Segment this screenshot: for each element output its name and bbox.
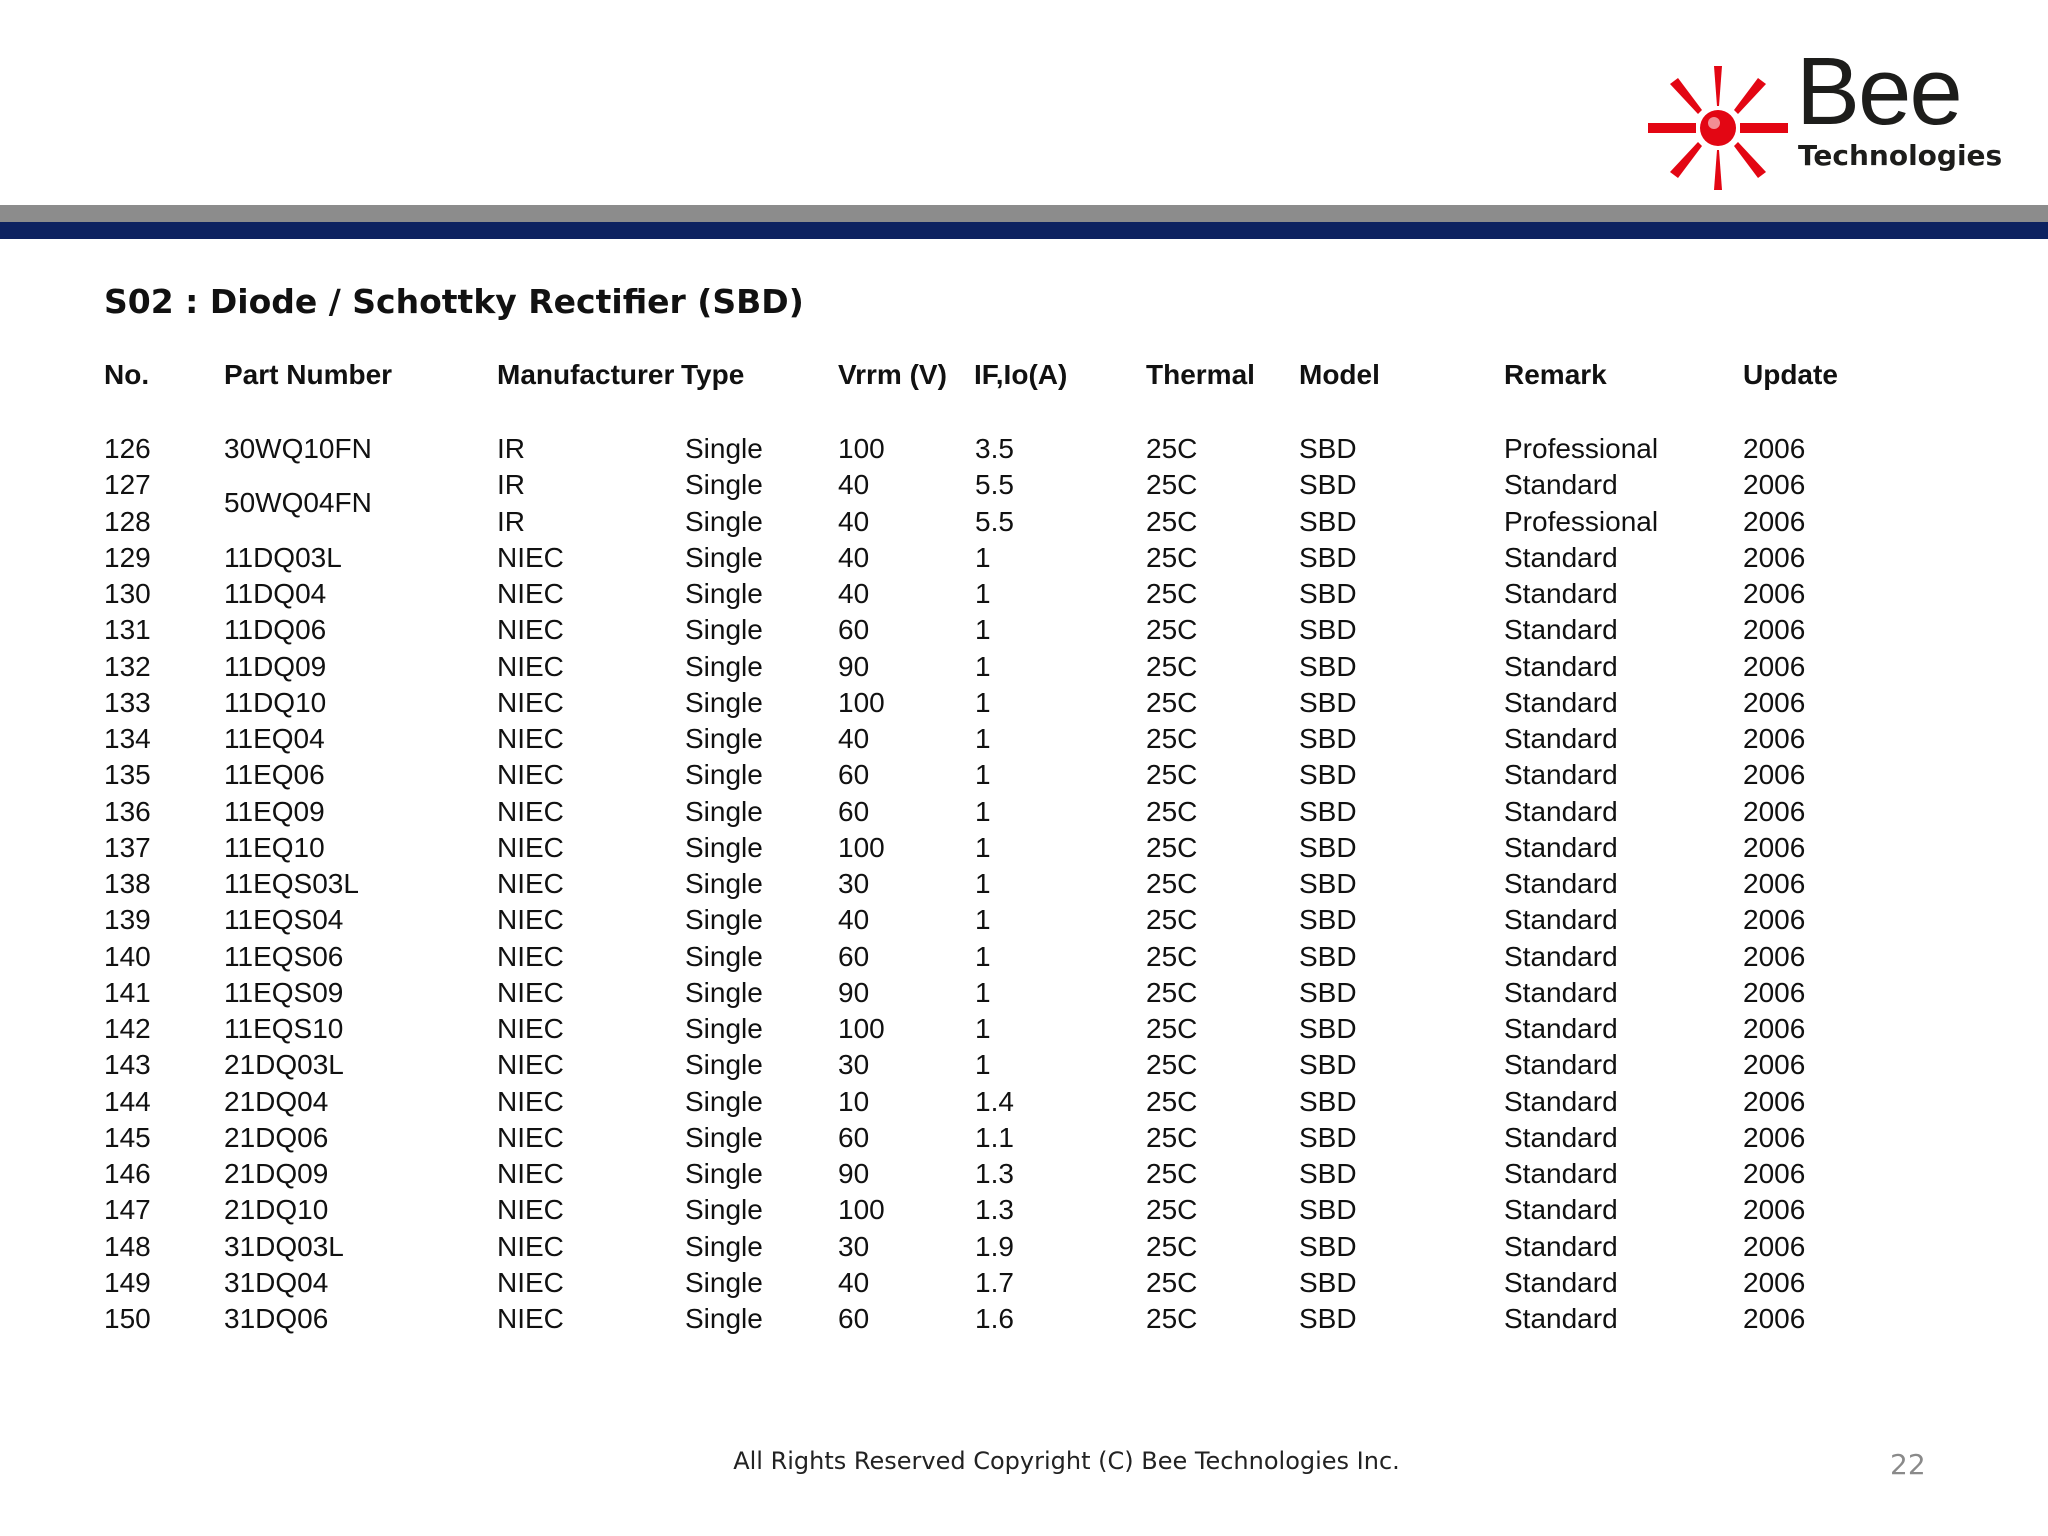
cell-vrrm: 60 (838, 1121, 870, 1153)
cell-if-io: 1.4 (975, 1085, 1014, 1117)
cell-vrrm: 60 (838, 614, 870, 646)
column-header-part-number: Part Number (224, 359, 393, 390)
cell-if-io: 1 (975, 795, 991, 827)
cell-model: SBD (1299, 578, 1357, 609)
cell-manufacturer: NIEC (497, 1121, 564, 1153)
cell-no: 136 (104, 795, 151, 827)
cell-if-io: 1.6 (975, 1303, 1014, 1334)
cell-vrrm: 60 (838, 940, 870, 972)
header-band-navy (0, 222, 2048, 239)
cell-type: Single (685, 1158, 763, 1189)
cell-update: 2006 (1743, 831, 1806, 863)
column-header-model: Model (1299, 359, 1380, 390)
cell-vrrm: 100 (838, 1013, 885, 1044)
cell-update: 2006 (1743, 795, 1806, 827)
cell-no: 133 (104, 686, 151, 718)
cell-part-number: 11EQ04 (224, 723, 325, 754)
cell-remark: Standard (1504, 759, 1618, 791)
cell-vrrm: 40 (838, 578, 870, 609)
cell-part-number: 21DQ06 (224, 1121, 329, 1153)
cell-thermal: 25C (1146, 723, 1198, 754)
cell-remark: Standard (1504, 541, 1618, 573)
cell-part-number: 11DQ10 (224, 686, 327, 718)
cell-type: Single (685, 433, 763, 464)
cell-model: SBD (1299, 759, 1357, 791)
cell-part-number: 21DQ09 (224, 1158, 329, 1189)
cell-no: 141 (104, 976, 151, 1008)
cell-model: SBD (1299, 1049, 1357, 1081)
cell-type: Single (685, 578, 763, 609)
cell-update: 2006 (1743, 904, 1806, 936)
cell-thermal: 25C (1146, 541, 1198, 573)
cell-type: Single (685, 1230, 763, 1262)
cell-if-io: 1 (975, 831, 991, 863)
cell-update: 2006 (1743, 1013, 1806, 1044)
cell-if-io: 1 (975, 541, 991, 573)
cell-remark: Standard (1504, 1230, 1618, 1262)
cell-vrrm: 60 (838, 795, 870, 827)
cell-vrrm: 90 (838, 976, 870, 1008)
cell-remark: Standard (1504, 1266, 1618, 1298)
cell-model: SBD (1299, 976, 1357, 1008)
cell-vrrm: 100 (838, 686, 885, 718)
cell-thermal: 25C (1146, 1266, 1198, 1298)
cell-vrrm: 40 (838, 723, 870, 754)
cell-type: Single (685, 759, 763, 791)
cell-no: 129 (104, 541, 151, 573)
cell-type: Single (685, 686, 763, 718)
cell-no: 150 (104, 1303, 151, 1334)
cell-model: SBD (1299, 1158, 1357, 1189)
cell-remark: Standard (1504, 650, 1618, 682)
cell-remark: Standard (1504, 1085, 1618, 1117)
cell-thermal: 25C (1146, 433, 1198, 464)
cell-no: 149 (104, 1266, 151, 1298)
cell-model: SBD (1299, 686, 1357, 718)
cell-type: Single (685, 904, 763, 936)
cell-remark: Standard (1504, 723, 1618, 754)
cell-remark: Standard (1504, 1013, 1618, 1044)
cell-update: 2006 (1743, 650, 1806, 682)
cell-thermal: 25C (1146, 1194, 1198, 1226)
cell-update: 2006 (1743, 1085, 1806, 1117)
cell-if-io: 1 (975, 940, 991, 972)
cell-update: 2006 (1743, 976, 1806, 1008)
cell-thermal: 25C (1146, 868, 1198, 899)
cell-thermal: 25C (1146, 1230, 1198, 1262)
cell-vrrm: 40 (838, 904, 870, 936)
cell-if-io: 1 (975, 723, 991, 754)
cell-if-io: 1 (975, 686, 991, 718)
cell-update: 2006 (1743, 541, 1806, 573)
cell-update: 2006 (1743, 614, 1806, 646)
cell-if-io: 1 (975, 868, 991, 899)
cell-manufacturer: NIEC (497, 831, 564, 863)
cell-vrrm: 30 (838, 1049, 870, 1081)
cell-update: 2006 (1743, 1194, 1806, 1226)
cell-model: SBD (1299, 795, 1357, 827)
cell-if-io: 1.7 (975, 1266, 1014, 1298)
cell-no: 143 (104, 1049, 151, 1081)
cell-update: 2006 (1743, 505, 1806, 537)
cell-part-number: 11EQS04 (224, 904, 344, 936)
cell-model: SBD (1299, 1266, 1357, 1298)
cell-part-number-merged: 50WQ04FN (224, 487, 372, 519)
cell-thermal: 25C (1146, 1303, 1198, 1334)
cell-thermal: 25C (1146, 578, 1198, 609)
cell-update: 2006 (1743, 723, 1806, 754)
cell-manufacturer: NIEC (497, 868, 564, 899)
cell-manufacturer: NIEC (497, 759, 564, 791)
cell-remark: Standard (1504, 976, 1618, 1008)
column-header-if-io: IF,Io(A) (974, 359, 1068, 390)
cell-remark: Standard (1504, 1158, 1618, 1189)
cell-thermal: 25C (1146, 469, 1198, 501)
cell-if-io: 5.5 (975, 469, 1014, 501)
cell-update: 2006 (1743, 686, 1806, 718)
cell-vrrm: 10 (838, 1085, 870, 1117)
cell-if-io: 3.5 (975, 433, 1014, 464)
cell-model: SBD (1299, 904, 1357, 936)
cell-thermal: 25C (1146, 759, 1198, 791)
cell-if-io: 1 (975, 759, 991, 791)
column-header-thermal: Thermal (1146, 359, 1255, 390)
cell-model: SBD (1299, 1230, 1357, 1262)
cell-no: 140 (104, 940, 151, 972)
cell-model: SBD (1299, 1121, 1357, 1153)
cell-no: 147 (104, 1194, 151, 1226)
cell-no: 126 (104, 433, 151, 464)
column-header-manufacturer: Manufacturer (497, 359, 675, 390)
cell-thermal: 25C (1146, 904, 1198, 936)
cell-if-io: 1 (975, 904, 991, 936)
page-number: 22 (1890, 1448, 1926, 1481)
cell-part-number: 21DQ04 (224, 1085, 329, 1117)
cell-no: 142 (104, 1013, 151, 1044)
cell-no: 127 (104, 469, 151, 501)
column-header-no: No. (104, 359, 150, 390)
cell-type: Single (685, 650, 763, 682)
cell-vrrm: 40 (838, 469, 870, 501)
cell-type: Single (685, 1194, 763, 1226)
cell-part-number: 30WQ10FN (224, 433, 372, 464)
cell-if-io: 1 (975, 614, 991, 646)
cell-remark: Standard (1504, 904, 1618, 936)
cell-no: 139 (104, 904, 151, 936)
cell-thermal: 25C (1146, 831, 1198, 863)
cell-update: 2006 (1743, 1158, 1806, 1189)
cell-vrrm: 40 (838, 505, 870, 537)
cell-manufacturer: NIEC (497, 723, 564, 754)
cell-vrrm: 60 (838, 759, 870, 791)
cell-update: 2006 (1743, 1049, 1806, 1081)
cell-manufacturer: NIEC (497, 795, 564, 827)
cell-manufacturer: NIEC (497, 686, 564, 718)
cell-manufacturer: NIEC (497, 1230, 564, 1262)
cell-remark: Standard (1504, 1194, 1618, 1226)
cell-no: 137 (104, 831, 151, 863)
cell-remark: Standard (1504, 469, 1618, 501)
cell-vrrm: 30 (838, 1230, 870, 1262)
cell-update: 2006 (1743, 940, 1806, 972)
bee-technologies-logo (1640, 38, 2020, 192)
cell-part-number: 11EQS10 (224, 1013, 344, 1044)
cell-if-io: 1.9 (975, 1230, 1014, 1262)
cell-manufacturer: NIEC (497, 614, 564, 646)
cell-manufacturer: IR (497, 433, 525, 464)
cell-if-io: 1 (975, 650, 991, 682)
cell-manufacturer: NIEC (497, 1303, 564, 1334)
cell-remark: Standard (1504, 868, 1618, 899)
cell-model: SBD (1299, 723, 1357, 754)
cell-manufacturer: NIEC (497, 1194, 564, 1226)
cell-thermal: 25C (1146, 795, 1198, 827)
cell-if-io: 1.1 (975, 1121, 1014, 1153)
cell-part-number: 31DQ06 (224, 1303, 329, 1334)
cell-update: 2006 (1743, 578, 1806, 609)
cell-type: Single (685, 469, 763, 501)
cell-thermal: 25C (1146, 650, 1198, 682)
cell-part-number: 31DQ03L (224, 1230, 344, 1262)
cell-no: 146 (104, 1158, 151, 1189)
cell-type: Single (685, 505, 763, 537)
cell-model: SBD (1299, 541, 1357, 573)
cell-vrrm: 30 (838, 868, 870, 899)
cell-manufacturer: NIEC (497, 1158, 564, 1189)
cell-update: 2006 (1743, 1266, 1806, 1298)
cell-part-number: 11EQS03L (224, 868, 359, 899)
logo-star-icon (1648, 66, 1788, 190)
cell-part-number: 11DQ06 (224, 614, 327, 646)
cell-no: 144 (104, 1085, 151, 1117)
cell-manufacturer: IR (497, 505, 525, 537)
cell-update: 2006 (1743, 1303, 1806, 1334)
cell-if-io: 1 (975, 578, 991, 609)
cell-remark: Standard (1504, 578, 1618, 609)
cell-if-io: 1 (975, 1049, 991, 1081)
cell-remark: Standard (1504, 686, 1618, 718)
cell-thermal: 25C (1146, 976, 1198, 1008)
column-header-vrrm: Vrrm (V) (838, 359, 947, 390)
cell-if-io: 1 (975, 976, 991, 1008)
cell-thermal: 25C (1146, 1121, 1198, 1153)
cell-vrrm: 90 (838, 1158, 870, 1189)
cell-no: 148 (104, 1230, 151, 1262)
cell-part-number: 11EQ06 (224, 759, 325, 791)
cell-vrrm: 100 (838, 433, 885, 464)
cell-thermal: 25C (1146, 1085, 1198, 1117)
cell-update: 2006 (1743, 1230, 1806, 1262)
cell-type: Single (685, 868, 763, 899)
cell-manufacturer: NIEC (497, 1266, 564, 1298)
cell-no: 135 (104, 759, 151, 791)
cell-manufacturer: NIEC (497, 1049, 564, 1081)
cell-if-io: 1.3 (975, 1158, 1014, 1189)
column-header-update: Update (1743, 359, 1838, 390)
cell-type: Single (685, 614, 763, 646)
cell-update: 2006 (1743, 1121, 1806, 1153)
cell-thermal: 25C (1146, 1158, 1198, 1189)
cell-model: SBD (1299, 433, 1357, 464)
cell-type: Single (685, 1049, 763, 1081)
cell-thermal: 25C (1146, 1013, 1198, 1044)
cell-model: SBD (1299, 831, 1357, 863)
cell-vrrm: 90 (838, 650, 870, 682)
copyright-footer: All Rights Reserved Copyright (C) Bee Technologies Inc. (733, 1447, 1400, 1475)
cell-part-number: 21DQ10 (224, 1194, 329, 1226)
cell-vrrm: 60 (838, 1303, 870, 1334)
cell-type: Single (685, 940, 763, 972)
cell-manufacturer: IR (497, 469, 525, 501)
cell-update: 2006 (1743, 469, 1806, 501)
cell-no: 128 (104, 505, 151, 537)
cell-model: SBD (1299, 650, 1357, 682)
cell-type: Single (685, 1303, 763, 1334)
cell-remark: Standard (1504, 940, 1618, 972)
cell-type: Single (685, 976, 763, 1008)
cell-type: Single (685, 1121, 763, 1153)
cell-thermal: 25C (1146, 614, 1198, 646)
cell-no: 132 (104, 650, 151, 682)
cell-no: 138 (104, 868, 151, 899)
column-header-remark: Remark (1504, 359, 1607, 390)
cell-vrrm: 100 (838, 1194, 885, 1226)
cell-part-number: 11EQS09 (224, 976, 344, 1008)
cell-thermal: 25C (1146, 940, 1198, 972)
cell-thermal: 25C (1146, 505, 1198, 537)
cell-remark: Standard (1504, 614, 1618, 646)
cell-remark: Standard (1504, 1121, 1618, 1153)
cell-manufacturer: NIEC (497, 1085, 564, 1117)
cell-manufacturer: NIEC (497, 940, 564, 972)
cell-no: 131 (104, 614, 151, 646)
cell-remark: Professional (1504, 433, 1659, 464)
cell-part-number: 11DQ03L (224, 541, 342, 573)
cell-type: Single (685, 795, 763, 827)
cell-thermal: 25C (1146, 686, 1198, 718)
cell-vrrm: 100 (838, 831, 885, 863)
cell-vrrm: 40 (838, 1266, 870, 1298)
cell-type: Single (685, 723, 763, 754)
cell-update: 2006 (1743, 759, 1806, 791)
cell-remark: Standard (1504, 1303, 1618, 1334)
cell-remark: Standard (1504, 831, 1618, 863)
cell-model: SBD (1299, 505, 1357, 537)
cell-part-number: 21DQ03L (224, 1049, 344, 1081)
cell-model: SBD (1299, 469, 1357, 501)
cell-type: Single (685, 1085, 763, 1117)
cell-model: SBD (1299, 940, 1357, 972)
cell-part-number: 11EQ10 (224, 831, 325, 863)
cell-manufacturer: NIEC (497, 650, 564, 682)
cell-remark: Professional (1504, 505, 1659, 537)
cell-model: SBD (1299, 614, 1357, 646)
cell-model: SBD (1299, 1194, 1357, 1226)
cell-model: SBD (1299, 868, 1357, 899)
cell-part-number: 11DQ09 (224, 650, 327, 682)
cell-no: 134 (104, 723, 151, 754)
cell-remark: Standard (1504, 795, 1618, 827)
cell-if-io: 1.3 (975, 1194, 1014, 1226)
cell-manufacturer: NIEC (497, 1013, 564, 1044)
cell-manufacturer: NIEC (497, 578, 564, 609)
header-band-gray (0, 205, 2048, 222)
cell-no: 130 (104, 578, 151, 609)
cell-part-number: 11DQ04 (224, 578, 327, 609)
cell-if-io: 5.5 (975, 505, 1014, 537)
column-header-type: Type (681, 359, 745, 390)
cell-manufacturer: NIEC (497, 976, 564, 1008)
cell-update: 2006 (1743, 433, 1806, 464)
cell-type: Single (685, 541, 763, 573)
cell-model: SBD (1299, 1303, 1357, 1334)
cell-type: Single (685, 1013, 763, 1044)
cell-remark: Standard (1504, 1049, 1618, 1081)
cell-no: 145 (104, 1121, 151, 1153)
cell-manufacturer: NIEC (497, 904, 564, 936)
logo-wordmark: Bee (1796, 38, 1961, 145)
cell-type: Single (685, 831, 763, 863)
logo-tagline: Technologies (1798, 139, 2003, 172)
cell-manufacturer: NIEC (497, 541, 564, 573)
cell-type: Single (685, 1266, 763, 1298)
page-title: S02 : Diode / Schottky Rectifier (SBD) (104, 282, 804, 321)
cell-model: SBD (1299, 1085, 1357, 1117)
cell-thermal: 25C (1146, 1049, 1198, 1081)
cell-part-number: 31DQ04 (224, 1266, 329, 1298)
cell-part-number: 11EQ09 (224, 795, 325, 827)
cell-vrrm: 40 (838, 541, 870, 573)
cell-if-io: 1 (975, 1013, 991, 1044)
cell-update: 2006 (1743, 868, 1806, 899)
cell-part-number: 11EQS06 (224, 940, 344, 972)
cell-model: SBD (1299, 1013, 1357, 1044)
